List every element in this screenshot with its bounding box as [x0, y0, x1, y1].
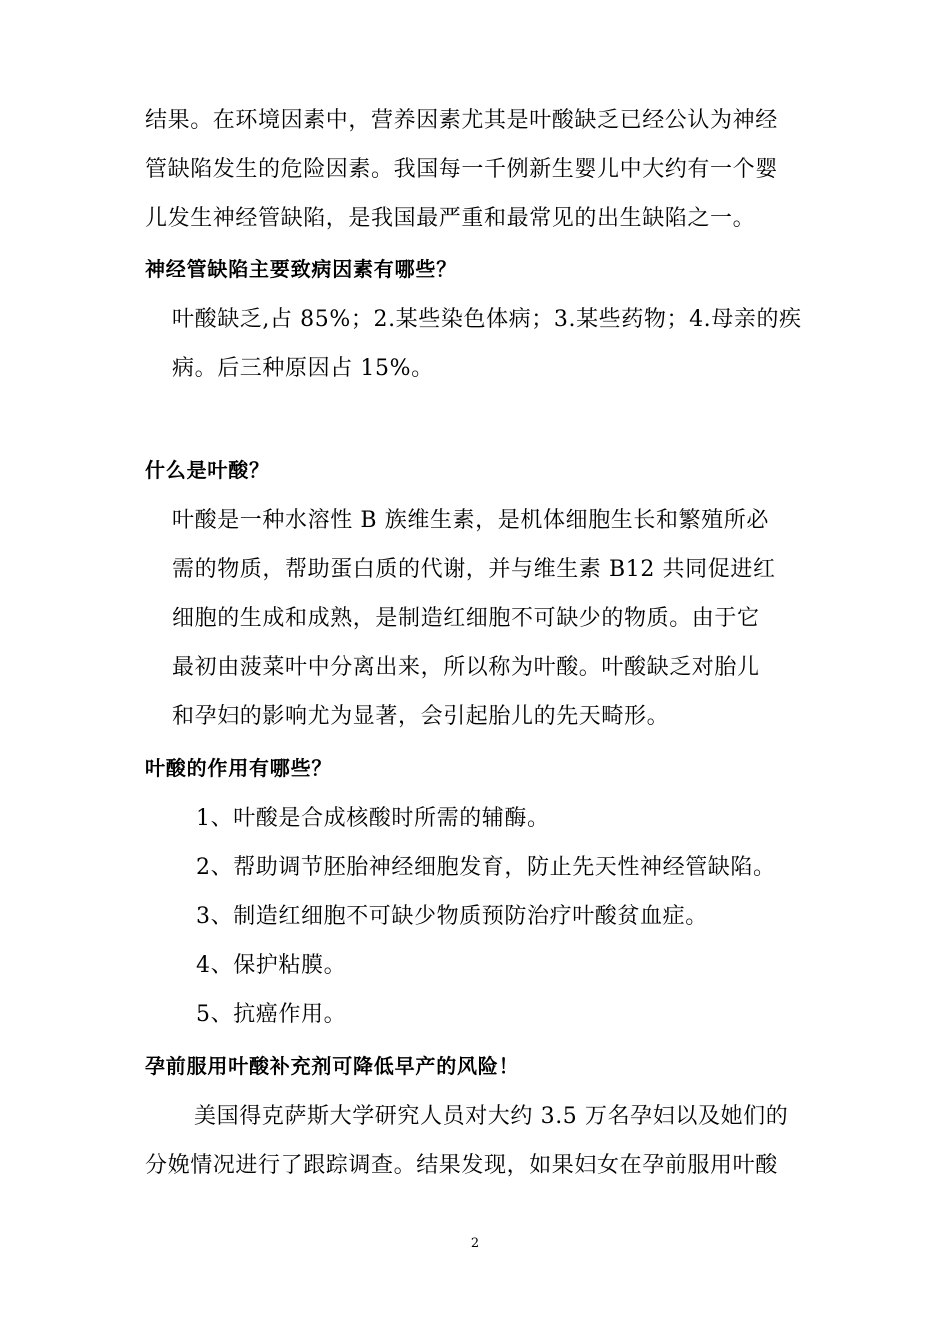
causes-line-2: 病。后三种原因占 15%。: [172, 356, 434, 381]
definition-line-5: 和孕妇的影响尤为显著，会引起胎儿的先天畸形。: [172, 704, 670, 729]
function-item-5: 5、抗癌作用。: [196, 1002, 347, 1027]
definition-line-2: 需的物质，帮助蛋白质的代谢，并与维生素 B12 共同促进红: [172, 557, 776, 582]
definition-line-4: 最初由菠菜叶中分离出来，所以称为叶酸。叶酸缺乏对胎儿: [172, 655, 760, 680]
function-item-3: 3、制造红细胞不可缺少物质预防治疗叶酸贫血症。: [196, 904, 708, 929]
intro-line-2: 管缺陷发生的危险因素。我国每一千例新生婴儿中大约有一个婴: [145, 157, 778, 182]
intro-line-1: 结果。在环境因素中，营养因素尤其是叶酸缺乏已经公认为神经: [145, 108, 778, 133]
function-item-1: 1、叶酸是合成核酸时所需的辅酶。: [196, 806, 550, 831]
definition-line-3: 细胞的生成和成熟，是制造红细胞不可缺少的物质。由于它: [172, 606, 760, 631]
causes-line-1: 叶酸缺乏,占 85%；2.某些染色体病；3.某些药物；4.母亲的疾: [172, 307, 802, 332]
section-heading-functions: 叶酸的作用有哪些？: [145, 756, 333, 780]
function-item-2: 2、帮助调节胚胎神经细胞发育，防止先天性神经管缺陷。: [196, 855, 776, 880]
page-number: 2: [470, 1236, 480, 1251]
study-line-1: 美国得克萨斯大学研究人员对大约 3.5 万名孕妇以及她们的: [194, 1104, 789, 1129]
function-item-4: 4、保护粘膜。: [196, 953, 347, 978]
section-heading-what-is-folic-acid: 什么是叶酸？: [145, 458, 270, 482]
intro-line-3: 儿发生神经管缺陷，是我国最严重和最常见的出生缺陷之一。: [145, 206, 756, 231]
section-heading-preterm-risk: 孕前服用叶酸补充剂可降低早产的风险！: [145, 1054, 520, 1078]
section-heading-causes: 神经管缺陷主要致病因素有哪些？: [145, 257, 457, 281]
definition-line-1: 叶酸是一种水溶性 B 族维生素，是机体细胞生长和繁殖所必: [172, 508, 769, 533]
study-line-2: 分娩情况进行了跟踪调查。结果发现，如果妇女在孕前服用叶酸: [145, 1153, 778, 1178]
